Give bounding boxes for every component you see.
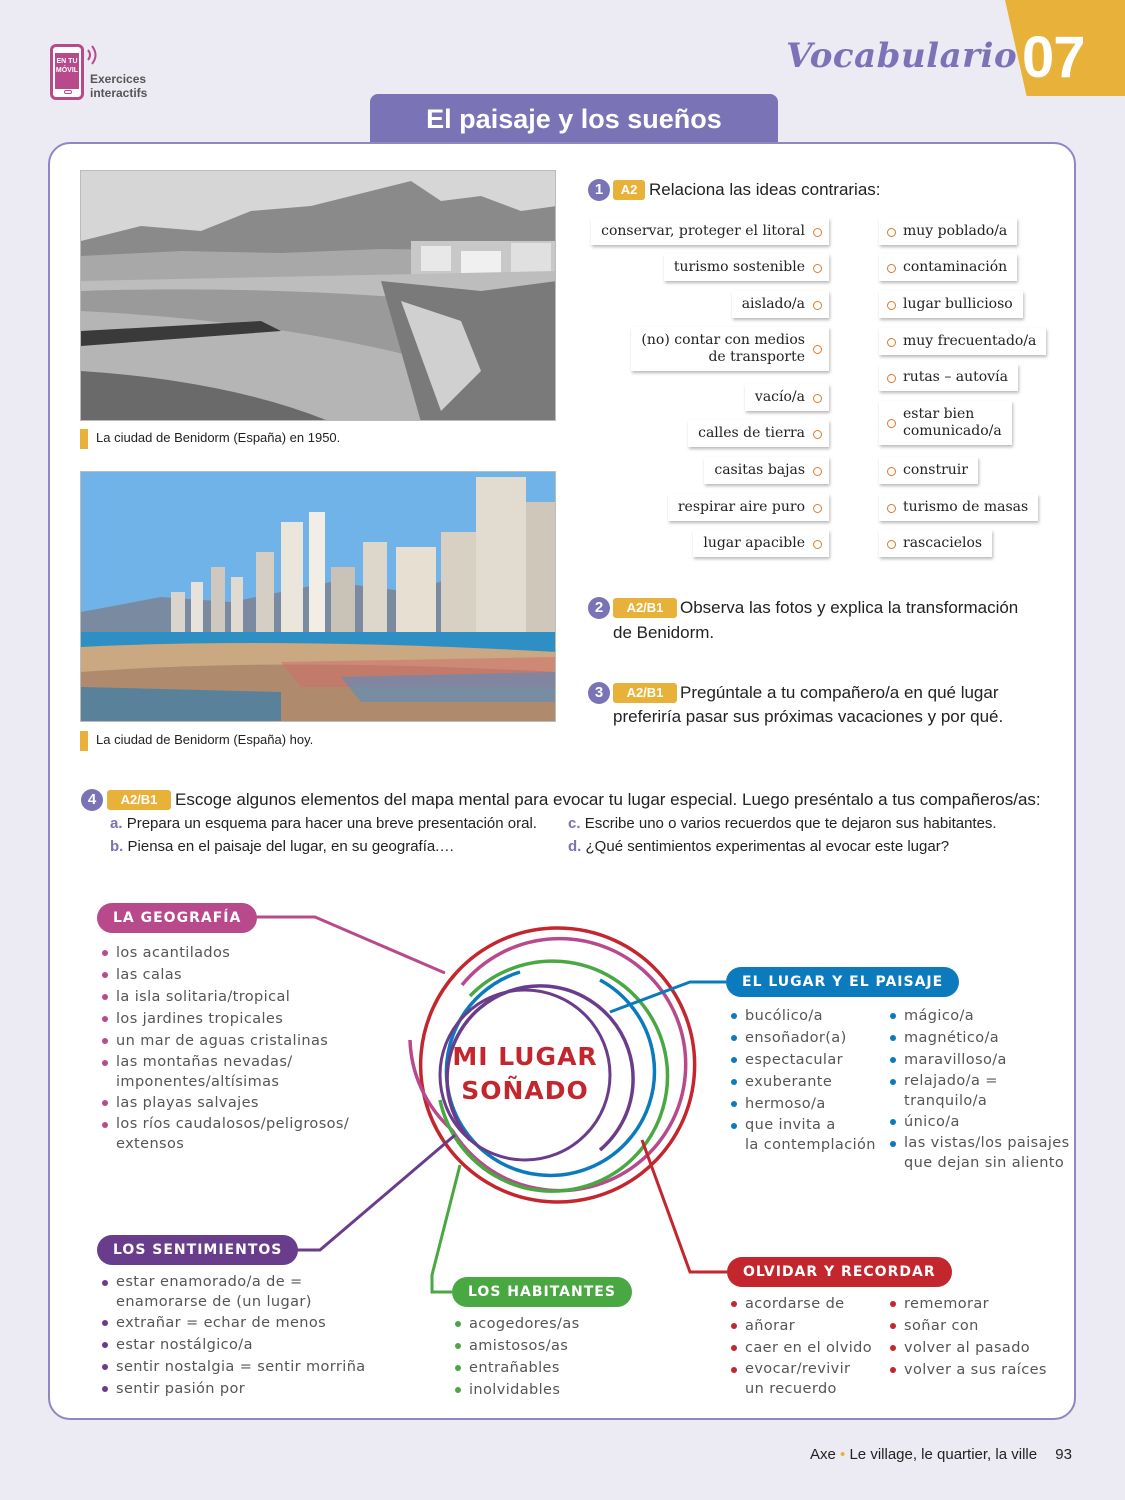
match-left-item[interactable]: aislado/a — [732, 291, 829, 318]
list-item: evocar/revivir un recuerdo — [731, 1359, 872, 1399]
list-item: los acantilados — [102, 942, 349, 964]
list-item: inolvidables — [455, 1379, 580, 1401]
exercise-2-number: 2 — [588, 597, 610, 619]
sentimientos-list — [102, 1272, 366, 1400]
list-item: acordarse de — [731, 1293, 872, 1315]
list-item: estar nostálgico/a — [102, 1334, 366, 1356]
match-dot-icon — [813, 345, 822, 354]
list-item: amistosos/as — [455, 1335, 580, 1357]
match-left-item[interactable]: casitas bajas — [704, 457, 829, 484]
exercise-3-level: A2/B1 — [613, 683, 677, 703]
match-dot-icon — [887, 419, 896, 428]
page-title: El paisaje y los sueños — [370, 94, 778, 144]
list-item: relajado/a = tranquilo/a — [890, 1071, 1070, 1111]
match-dot-icon — [813, 504, 822, 513]
match-left-item[interactable]: (no) contar con medios de transporte — [631, 327, 829, 371]
list-item: las vistas/los paisajes que dejan sin aliento — [890, 1133, 1070, 1173]
list-item: las calas — [102, 964, 349, 986]
list-item: extrañar = echar de menos — [102, 1312, 366, 1334]
mind-map-label-habitantes: LOS HABITANTES — [452, 1277, 632, 1307]
match-right-item[interactable]: muy poblado/a — [879, 218, 1017, 245]
match-left-item[interactable]: conservar, proteger el litoral — [591, 218, 829, 245]
list-item: exuberante — [731, 1071, 876, 1093]
mind-map-center-title: MI LUGAR SOÑADO — [452, 1042, 598, 1105]
list-item: volver al pasado — [890, 1337, 1047, 1359]
match-dot-icon — [887, 338, 896, 347]
geografia-list — [102, 942, 349, 1154]
list-item: maravilloso/a — [890, 1049, 1070, 1071]
match-right-item[interactable]: construir — [879, 457, 978, 484]
exercise-4-item-a: a. Prepara un esquema para hacer una breve presentación oral. — [110, 815, 537, 832]
list-item: que invita a la contemplación — [731, 1115, 876, 1155]
mind-map-label-lugar: EL LUGAR Y EL PAISAJE — [726, 967, 959, 997]
list-item: magnético/a — [890, 1027, 1070, 1049]
match-left-item[interactable]: lugar apacible — [693, 530, 829, 557]
olvidar-list-col1 — [731, 1293, 872, 1399]
footer-axe: Axe — [810, 1446, 836, 1463]
match-left-item[interactable]: respirar aire puro — [668, 494, 829, 521]
list-item: los ríos caudalosos/peligrosos/ extensos — [102, 1114, 349, 1154]
page-footer — [810, 1446, 1072, 1463]
habitantes-list — [455, 1313, 580, 1401]
list-item: caer en el olvido — [731, 1337, 872, 1359]
match-right-item[interactable]: estar bien comunicado/a — [879, 401, 1012, 445]
list-item: ensoñador(a) — [731, 1027, 876, 1049]
match-dot-icon — [887, 301, 896, 310]
list-item: volver a sus raíces — [890, 1359, 1047, 1381]
match-dot-icon — [813, 430, 822, 439]
match-right-item[interactable]: muy frecuentado/a — [879, 328, 1046, 355]
photo-caption-today: La ciudad de Benidorm (España) hoy. — [80, 732, 313, 747]
exercise-4-item-b: b. Piensa en el paisaje del lugar, en su geografía.… — [110, 838, 455, 855]
exercise-4-item-d: d. ¿Qué sentimientos experimentas al evocar este lugar? — [568, 838, 950, 855]
exercise-3-instruction-line2: preferiría pasar sus próximas vacaciones y por qué. — [613, 707, 1004, 726]
match-dot-icon — [887, 467, 896, 476]
list-item: las montañas nevadas/ imponentes/altísimas — [102, 1052, 349, 1092]
match-dot-icon — [887, 504, 896, 513]
match-dot-icon — [813, 301, 822, 310]
match-right-item[interactable]: rutas – autovía — [879, 364, 1018, 391]
exercise-4-level: A2/B1 — [107, 790, 171, 810]
list-item: rememorar — [890, 1293, 1047, 1315]
match-right-item[interactable]: turismo de masas — [879, 494, 1038, 521]
mobile-label-1: EN TU — [56, 58, 78, 65]
list-item: los jardines tropicales — [102, 1008, 349, 1030]
match-left-item[interactable]: vacío/a — [745, 384, 829, 411]
exercise-2-instruction-line2: de Benidorm. — [613, 623, 715, 642]
mind-map-label-geografia: LA GEOGRAFÍA — [97, 903, 257, 933]
match-right-item[interactable]: rascacielos — [879, 530, 992, 557]
exercise-3-instruction-line1: Pregúntale a tu compañero/a en qué lugar — [680, 683, 999, 702]
match-left-item[interactable]: turismo sostenible — [664, 254, 829, 281]
match-dot-icon — [813, 264, 822, 273]
match-right-item[interactable]: lugar bullicioso — [879, 291, 1023, 318]
list-item: sentir nostalgia = sentir morriña — [102, 1356, 366, 1378]
list-item: la isla solitaria/tropical — [102, 986, 349, 1008]
exercise-1-level: A2 — [613, 180, 645, 200]
exercise-2-level: A2/B1 — [613, 598, 677, 618]
footer-separator: • — [840, 1446, 846, 1463]
match-dot-icon — [887, 228, 896, 237]
mind-map-label-olvidar: OLVIDAR Y RECORDAR — [727, 1257, 952, 1287]
list-item: entrañables — [455, 1357, 580, 1379]
olvidar-list-col2 — [890, 1293, 1047, 1381]
list-item: un mar de aguas cristalinas — [102, 1030, 349, 1052]
chapter-number: 07 — [1022, 25, 1085, 90]
match-dot-icon — [813, 540, 822, 549]
exercise-4-instruction: Escoge algunos elementos del mapa mental para evocar tu lugar especial. Luego preséntalo a tus compañeros/as: — [175, 790, 1041, 809]
page-number: 93 — [1055, 1446, 1072, 1463]
exercise-2-instruction-line1: Observa las fotos y explica la transformación — [680, 598, 1019, 617]
exercise-4-number: 4 — [81, 789, 103, 811]
list-item: hermoso/a — [731, 1093, 876, 1115]
lugar-list-col1 — [731, 1005, 876, 1155]
match-dot-icon — [813, 228, 822, 237]
list-item: espectacular — [731, 1049, 876, 1071]
exercise-4-item-c: c. Escribe uno o varios recuerdos que te dejaron sus habitantes. — [568, 815, 997, 832]
match-dot-icon — [887, 374, 896, 383]
benidorm-1950-photo — [80, 170, 556, 421]
footer-title: Le village, le quartier, la ville — [849, 1446, 1038, 1463]
list-item: mágico/a — [890, 1005, 1070, 1027]
signal-waves-icon — [86, 44, 100, 66]
exercise-3-number: 3 — [588, 682, 610, 704]
match-dot-icon — [887, 264, 896, 273]
section-title: Vocabulario — [786, 36, 1018, 76]
list-item: soñar con — [890, 1315, 1047, 1337]
exercise-1-number: 1 — [588, 179, 610, 201]
list-item: sentir pasión por — [102, 1378, 366, 1400]
list-item: estar enamorado/a de = enamorarse de (un lugar) — [102, 1272, 366, 1312]
list-item: añorar — [731, 1315, 872, 1337]
match-left-item[interactable]: calles de tierra — [688, 420, 829, 447]
mobile-phone-icon — [50, 44, 84, 100]
photo-caption-1950: La ciudad de Benidorm (España) en 1950. — [80, 430, 340, 445]
list-item: las playas salvajes — [102, 1092, 349, 1114]
match-dot-icon — [813, 467, 822, 476]
match-dot-icon — [813, 394, 822, 403]
interactive-exercises-link[interactable]: Exercices interactifs — [90, 72, 148, 100]
exercise-1-instruction: Relaciona las ideas contrarias: — [649, 180, 881, 199]
mobile-label-2: MÓVIL — [55, 67, 79, 74]
benidorm-today-photo — [80, 471, 556, 722]
match-dot-icon — [887, 540, 896, 549]
lugar-list-col2 — [890, 1005, 1070, 1173]
match-right-item[interactable]: contaminación — [879, 254, 1017, 281]
mind-map-label-sentimientos: LOS SENTIMIENTOS — [97, 1235, 298, 1265]
list-item: bucólico/a — [731, 1005, 876, 1027]
list-item: acogedores/as — [455, 1313, 580, 1335]
list-item: único/a — [890, 1111, 1070, 1133]
